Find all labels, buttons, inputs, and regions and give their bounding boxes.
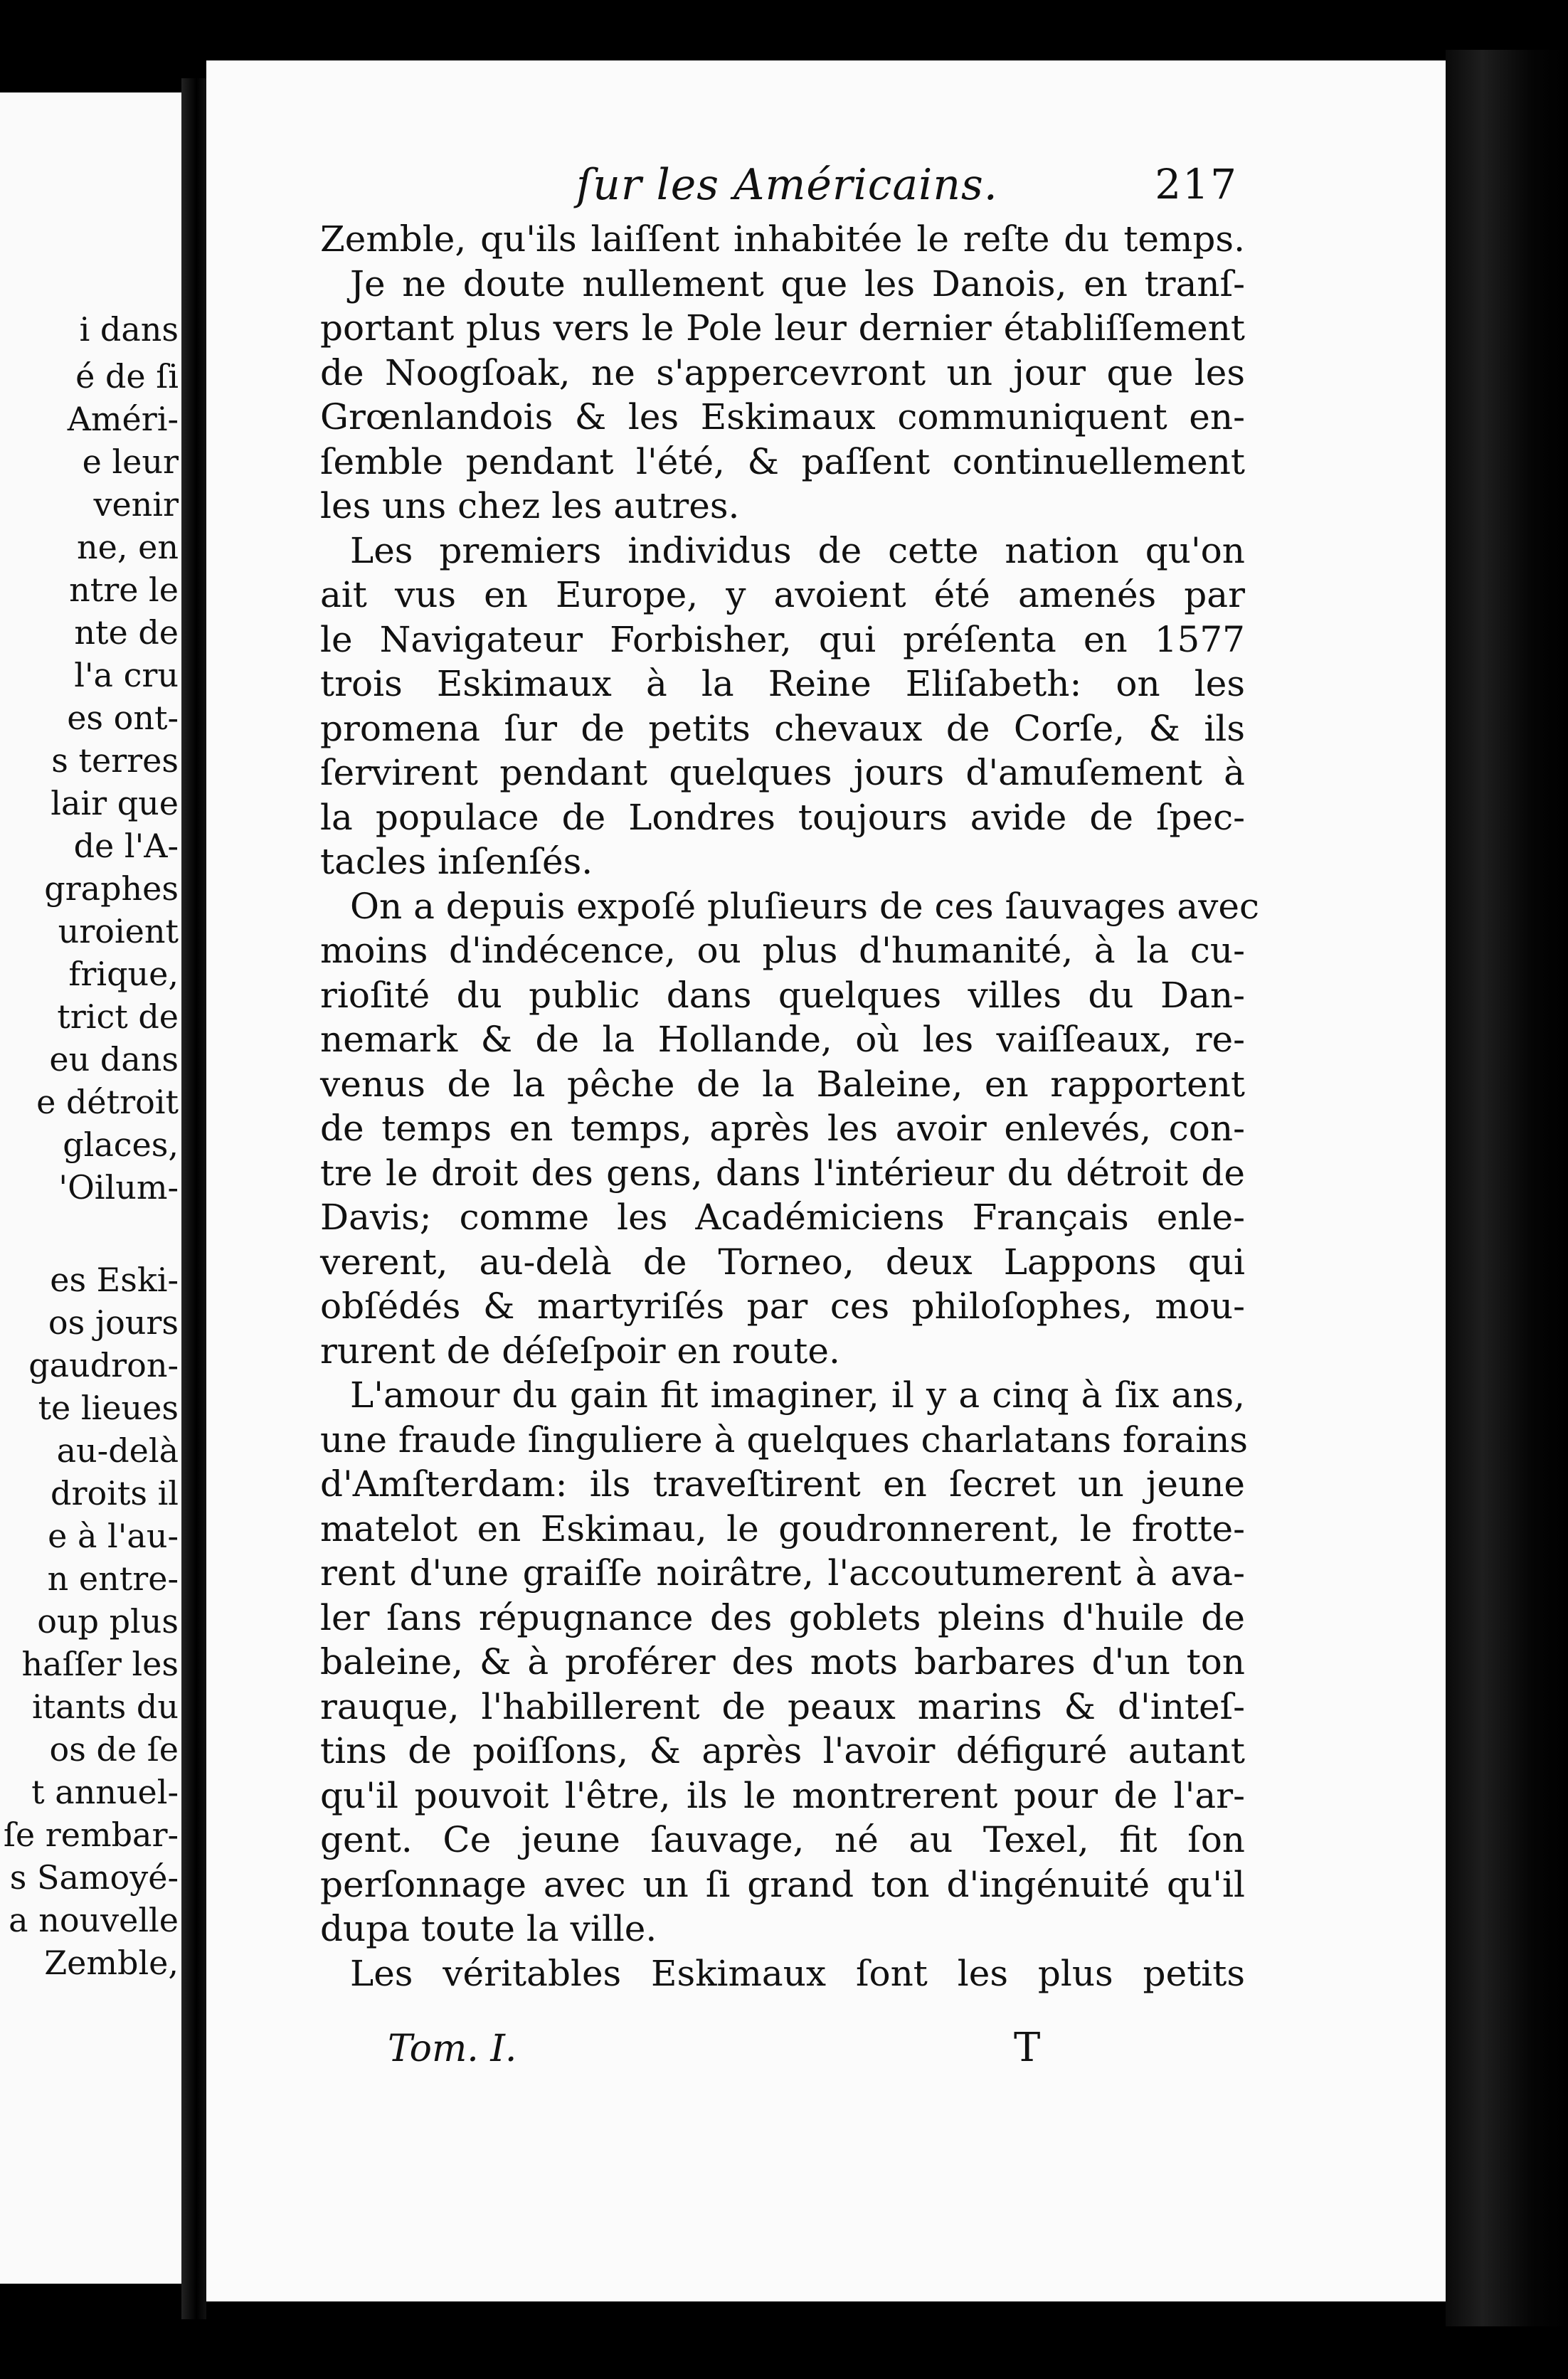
left-fragment-line: te lieues (38, 1389, 179, 1427)
page-body-text (320, 217, 1259, 1996)
left-fragment-line: eu dans (49, 1040, 179, 1079)
left-fragment-line: itants du (31, 1687, 179, 1726)
left-fragment-line: de l'A- (73, 827, 179, 865)
text-line: moins d'indécence, ou plus d'humanité, à la cu- (320, 930, 1245, 971)
left-fragment-line: os de ſe (49, 1730, 179, 1769)
left-fragment-line: e leur (82, 443, 179, 481)
left-fragment-line: nte de (74, 613, 179, 652)
text-line: tins de poiſſons, & après l'avoir défiguré autant (320, 1730, 1245, 1771)
left-fragment-line: e détroit (36, 1083, 179, 1121)
text-line: tre le droit des gens, dans l'intérieur du détroit de (320, 1152, 1245, 1194)
left-fragment-line: gaudron- (28, 1346, 179, 1384)
volume-mark: Tom. I. (388, 2028, 517, 2070)
text-line: On a depuis expoſé pluſieurs de ces ſauvages avec (350, 885, 1259, 927)
text-line: rent d'une graiſſe noirâtre, l'accoutumerent à ava- (320, 1552, 1245, 1594)
text-line: gent. Ce jeune ſauvage, né au Texel, fit ſon (320, 1819, 1245, 1860)
text-line: perſonnage avec un ſi grand ton d'ingénuité qu'il (320, 1863, 1245, 1905)
text-line: ſervirent pendant quelques jours d'amuſement à (320, 752, 1245, 793)
left-fragment-line: t annuel- (31, 1773, 179, 1811)
text-line: rauque, l'habillerent de peaux marins & d'inteſ- (320, 1685, 1245, 1727)
left-fragment-line: venir (93, 485, 179, 524)
left-fragment-line: Zemble, (44, 1944, 179, 1982)
text-line: verent, au-delà de Torneo, deux Lappons qui (320, 1241, 1245, 1283)
text-line: ait vus en Europe, y avoient été amenés par (320, 574, 1245, 615)
left-fragment-line: ſe rembar- (3, 1816, 179, 1854)
left-fragment-line: e à l'au- (48, 1517, 179, 1555)
left-fragment-line: au-delà (56, 1431, 179, 1470)
page-header (363, 160, 1245, 210)
text-line: qu'il pouvoit l'être, ils le montrerent pour de l'ar- (320, 1774, 1245, 1816)
left-fragment-line: glaces, (63, 1125, 179, 1164)
left-fragment-line: l'a cru (74, 656, 179, 694)
page-number: 217 (1155, 160, 1238, 208)
left-fragment-line: a nouvelle (9, 1901, 179, 1939)
text-line: venus de la pêche de la Baleine, en rapportent (320, 1063, 1245, 1105)
running-title: ſur les Américains. (576, 160, 998, 210)
left-fragment-line: frique, (68, 955, 179, 993)
text-line: baleine, & à proférer des mots barbares d'un ton (320, 1641, 1245, 1683)
previous-page-fragment (0, 92, 181, 2284)
text-line: de temps en temps, après les avoir enlevés, con- (320, 1108, 1245, 1149)
left-fragment-line: é de ſi (75, 357, 179, 396)
text-line: Je ne doute nullement que les Danois, en tranſ- (350, 263, 1245, 304)
text-line: Les premiers individus de cette nation qu'on (350, 529, 1245, 571)
text-line: ler ſans répugnance des goblets pleins d'huile de (320, 1596, 1245, 1638)
text-line: obſédés & martyriſés par ces philoſophes, mou- (320, 1286, 1245, 1327)
left-fragment-line: n entre- (47, 1559, 179, 1598)
left-fragment-line: es ont- (67, 699, 179, 737)
text-line: trois Eskimaux à la Reine Eliſabeth: on les (320, 663, 1245, 704)
text-line: le Navigateur Forbisher, qui préſenta en 1577 (320, 618, 1245, 660)
text-line: Grœnlandois & les Eskimaux communiquent en- (320, 396, 1245, 438)
left-fragment-line: s terres (51, 741, 179, 780)
left-fragment-line: oup plus (37, 1602, 179, 1641)
left-fragment-line: uroient (58, 912, 179, 950)
left-fragment-line: graphes (44, 869, 179, 908)
left-fragment-line: trict de (57, 997, 179, 1036)
left-fragment-line: haſſer les (21, 1645, 179, 1683)
left-fragment-line: droits il (51, 1474, 179, 1512)
left-fragment-line: 'Oilum- (58, 1168, 179, 1207)
left-fragment-line: ne, en (77, 528, 179, 566)
text-line: Les véritables Eskimaux ſont les plus petits (350, 1952, 1245, 1994)
text-line: de Noogſoak, ne s'appercevront un jour que les (320, 351, 1245, 393)
text-line: rurent de déſeſpoir en route. (320, 1330, 840, 1372)
text-line: les uns chez les autres. (320, 485, 740, 526)
text-line: Davis; comme les Académiciens Français enle- (320, 1197, 1245, 1238)
left-fragment-line: es Eski- (50, 1261, 179, 1299)
left-fragment-line: Améri- (67, 400, 179, 438)
book-edge (1446, 50, 1568, 2326)
signature-mark: T (1014, 2025, 1041, 2071)
text-line: d'Amſterdam: ils traveſtirent en ſecret un jeune (320, 1463, 1245, 1505)
text-line: ſemble pendant l'été, & paſſent continuellement (320, 440, 1245, 482)
text-line: promena ſur de petits chevaux de Corſe, & ils (320, 707, 1245, 749)
text-line: portant plus vers le Pole leur dernier établiſſement (320, 307, 1245, 349)
text-line: rioſité du public dans quelques villes du Dan- (320, 974, 1245, 1016)
text-line: Zemble, qu'ils laiſſent inhabitée le reſte du temps. (320, 218, 1245, 260)
left-fragment-line: os jours (48, 1303, 179, 1342)
text-line: une fraude ſinguliere à quelques charlatans forains (320, 1419, 1249, 1461)
left-fragment-line: ntre le (69, 571, 179, 609)
left-fragment-line: i dans (79, 310, 179, 349)
left-fragment-line: lair que (51, 784, 179, 822)
book-gutter (181, 78, 206, 2319)
text-line: matelot en Eskimau, le goudronnerent, le frotte- (320, 1508, 1245, 1549)
page-footer (388, 2025, 1099, 2077)
text-line: tacles inſenſés. (320, 841, 593, 882)
left-fragment-line: s Samoyé- (9, 1858, 179, 1897)
text-line: la populace de Londres toujours avide de ſpec- (320, 796, 1245, 838)
text-line: dupa toute la ville. (320, 1908, 657, 1949)
text-line: L'amour du gain fit imaginer, il y a cinq à ſix ans, (350, 1374, 1245, 1416)
text-line: nemark & de la Hollande, où les vaiſſeaux, re- (320, 1019, 1245, 1060)
